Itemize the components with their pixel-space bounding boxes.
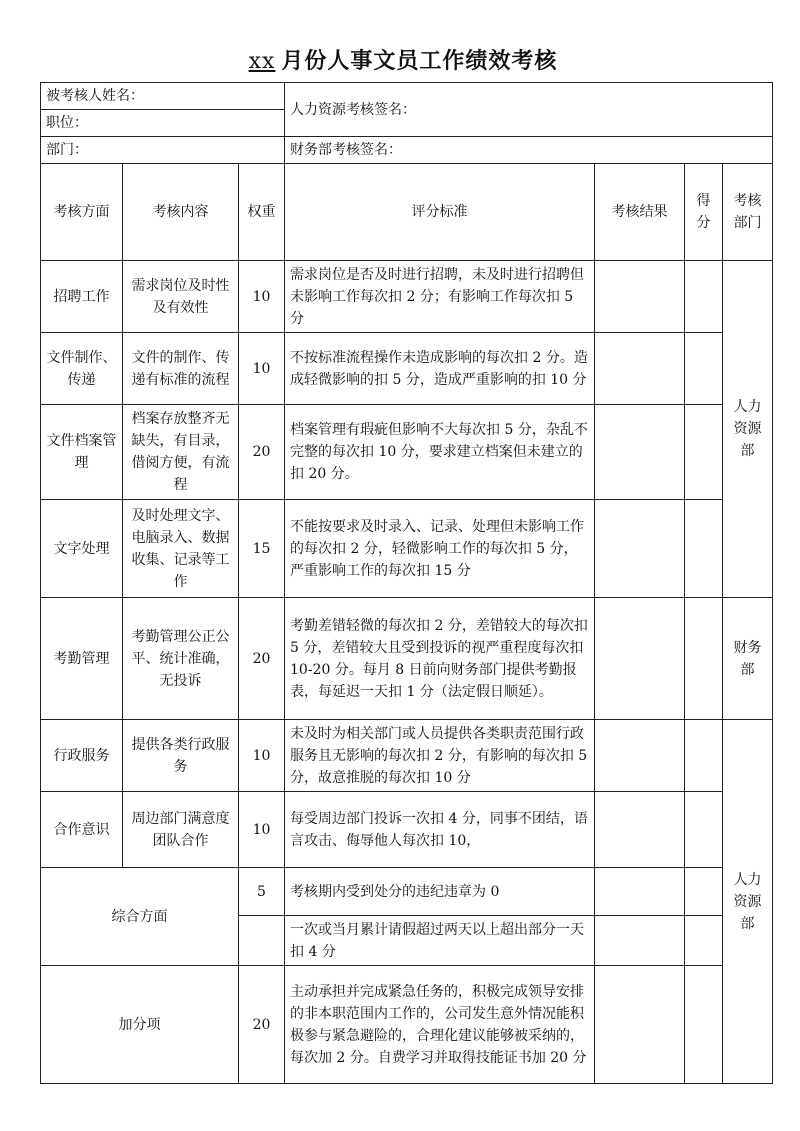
table-row: [41, 720, 773, 792]
bonus-aspect: 加分项: [41, 966, 239, 1084]
row-criteria: 未及时为相关部门或人员提供各类职责范围行政服务且无影响的每次扣 2 分，有影响的每次扣 5 分，故意推脱的每次扣 10 分: [285, 720, 595, 792]
table-row: [41, 868, 773, 916]
general-aspect: 综合方面: [41, 868, 239, 966]
result-cell[interactable]: [595, 868, 685, 916]
result-cell[interactable]: [595, 405, 685, 500]
header-dept: 考核部门: [723, 164, 773, 261]
row-weight: 10: [239, 261, 285, 333]
position-label: 职位：: [46, 115, 88, 131]
row-content: 档案存放整齐无缺失，有目录，借阅方便，有流程: [123, 405, 239, 500]
title-month-blank: xx: [248, 49, 276, 74]
score-cell[interactable]: [685, 868, 723, 916]
row-criteria: 不能按要求及时录入、记录、处理但未影响工作的每次扣 2 分，轻微影响工作的每次扣 5 分，严重影响工作的每次扣 15 分: [285, 500, 595, 598]
row-weight: 10: [239, 792, 285, 868]
result-cell[interactable]: [595, 500, 685, 598]
row-aspect: 文件制作、传递: [41, 333, 123, 405]
result-cell[interactable]: [595, 966, 685, 1084]
table-row: [41, 966, 773, 1084]
score-cell[interactable]: [685, 916, 723, 966]
score-cell[interactable]: [685, 261, 723, 333]
department-field[interactable]: [41, 137, 285, 164]
employee-name-label: 被考核人姓名：: [46, 88, 144, 104]
result-cell[interactable]: [595, 333, 685, 405]
result-cell[interactable]: [595, 720, 685, 792]
row-criteria: 需求岗位是否及时进行招聘，未及时进行招聘但未影响工作每次扣 2 分；有影响工作每次扣 5 分: [285, 261, 595, 333]
result-cell[interactable]: [595, 916, 685, 966]
row-content: 文件的制作、传递有标准的流程: [123, 333, 239, 405]
result-cell[interactable]: [595, 792, 685, 868]
row-aspect: 文件档案管理: [41, 405, 123, 500]
table-row: [41, 405, 773, 500]
header-content: 考核内容: [123, 164, 239, 261]
hr-signature-field[interactable]: [285, 83, 773, 137]
employee-name-field[interactable]: [41, 83, 285, 110]
table-row: [41, 500, 773, 598]
row-criteria: 每受周边部门投诉一次扣 4 分，同事不团结，语言攻击、侮辱他人每次扣 10，: [285, 792, 595, 868]
row-content: 周边部门满意度 团队合作: [123, 792, 239, 868]
header-score: 得分: [685, 164, 723, 261]
general-criteria-1: 考核期内受到处分的违纪违章为 0: [285, 868, 595, 916]
general-weight: 5: [239, 868, 285, 916]
row-aspect: 招聘工作: [41, 261, 123, 333]
row-content: 提供各类行政服务: [123, 720, 239, 792]
table-row: [41, 792, 773, 868]
position-field[interactable]: [41, 110, 285, 137]
score-cell[interactable]: [685, 500, 723, 598]
row-criteria: 档案管理有瑕疵但影响不大每次扣 5 分，杂乱不完整的每次扣 10 分，要求建立档案但未建立的扣 20 分。: [285, 405, 595, 500]
row-weight: 20: [239, 598, 285, 720]
hr-signature-label: 人力资源考核签名：: [290, 101, 417, 118]
row-content: 及时处理文字、电脑录入、数据收集、记录等工作: [123, 500, 239, 598]
row-weight: 10: [239, 333, 285, 405]
score-cell[interactable]: [685, 966, 723, 1084]
dept-hr-group-2: 人力资源部: [723, 720, 773, 1084]
header-aspect: 考核方面: [41, 164, 123, 261]
row-weight: 15: [239, 500, 285, 598]
general-weight-2: [239, 916, 285, 966]
bonus-weight: 20: [239, 966, 285, 1084]
score-cell[interactable]: [685, 792, 723, 868]
table-row: [41, 333, 773, 405]
table-row: [41, 598, 773, 720]
dept-finance: 财务部: [723, 598, 773, 720]
header-weight: 权重: [239, 164, 285, 261]
dept-hr-group: 人力资源部: [723, 261, 773, 598]
score-cell[interactable]: [685, 333, 723, 405]
row-weight: 20: [239, 405, 285, 500]
score-cell[interactable]: [685, 405, 723, 500]
department-label: 部门：: [46, 142, 88, 158]
score-cell[interactable]: [685, 720, 723, 792]
row-criteria: 考勤差错轻微的每次扣 2 分，差错较大的每次扣 5 分，差错较大且受到投诉的视严重程度每次扣 10-20 分。每月 8 日前向财务部门提供考勤报表，每延迟一天扣 1 分（法定假日顺延）。: [285, 598, 595, 720]
row-weight: 10: [239, 720, 285, 792]
row-criteria: 不按标准流程操作未造成影响的每次扣 2 分。造成轻微影响的扣 5 分，造成严重影响的扣 10 分: [285, 333, 595, 405]
table-row: [41, 261, 773, 333]
row-content: 需求岗位及时性及有效性: [123, 261, 239, 333]
header-criteria: 评分标准: [285, 164, 595, 261]
row-aspect: 合作意识: [41, 792, 123, 868]
finance-signature-field[interactable]: [285, 137, 773, 164]
appraisal-table: [40, 82, 773, 1084]
page-title: [0, 44, 800, 75]
row-aspect: 文字处理: [41, 500, 123, 598]
title-text: 月份人事文员工作绩效考核: [281, 48, 558, 74]
general-criteria-2: 一次或当月累计请假超过两天以上超出部分一天扣 4 分: [285, 916, 595, 966]
score-cell[interactable]: [685, 598, 723, 720]
row-aspect: 行政服务: [41, 720, 123, 792]
result-cell[interactable]: [595, 598, 685, 720]
finance-signature-label: 财务部考核签名：: [290, 142, 403, 158]
row-aspect: 考勤管理: [41, 598, 123, 720]
bonus-criteria: 主动承担并完成紧急任务的，积极完成领导安排的非本职范围内工作的，公司发生意外情况能积极参与紧急避险的，合理化建议能够被采纳的，每次加 2 分。自费学习并取得技能证书加 20 分: [285, 966, 595, 1084]
header-result: 考核结果: [595, 164, 685, 261]
row-content: 考勤管理公正公平、统计准确，无投诉: [123, 598, 239, 720]
result-cell[interactable]: [595, 261, 685, 333]
